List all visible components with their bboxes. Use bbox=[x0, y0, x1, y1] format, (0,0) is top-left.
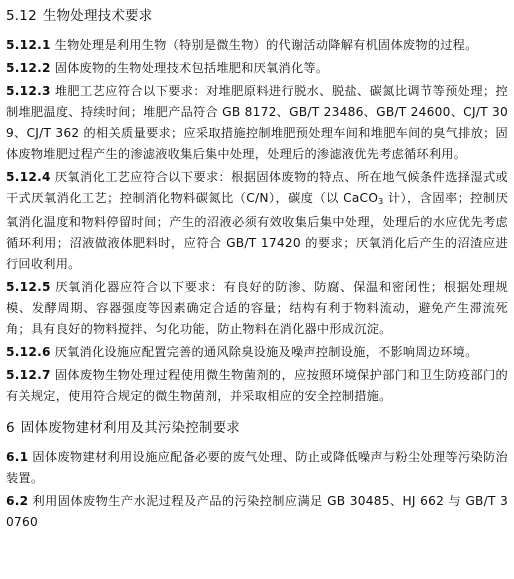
section-title: 生物处理技术要求 bbox=[42, 8, 153, 24]
clause-5-12-4: 5.12.4 厌氧消化工艺应符合以下要求：根据固体废物的特点、所在地气候条件选择湿式或干式厌氧消化工艺；控制消化物料碳氮比（C/N），碳度（以 CaCO$_3$ 计），含固率；控制厌氧消化温度和物料停留时间；产生的沼液必须有效收集后集中处理，处理后的水应优先考虑循环利用；沼液做液体肥料时，应符合 GB/T 17420 的要求；厌氧消化后产生的沼渣应进行回收利用。 bbox=[6, 170, 509, 271]
clause-5-12-6: 5.12.6 厌氧消化设施应配置完善的通风除臭设施及噪声控制设施，不影响周边环境。 bbox=[6, 345, 478, 359]
clause-5-12-3: 5.12.3 堆肥工艺应符合以下要求：对堆肥原料进行脱水、脱盐、碳氮比调节等预处理；控制堆肥温度、持续时间；堆肥产品符合 GB 8172、GB/T 23486、GB/T 24600、CJ/T 309、CJ/T 362 的相关质量要求；应采取措施控制堆肥预处理车间和堆肥车间的臭气排放；固体废物堆肥过程产生的渗滤液收集后集中处理，处理后的渗滤液优先考虑循环利用。 bbox=[6, 84, 508, 161]
clause-6-2: 6.2 利用固体废物生产水泥过程及产品的污染控制应满足 GB 30485、HJ 662 与 GB/T 30760 bbox=[6, 494, 508, 529]
clause-6-1: 6.1 固体废物建材利用设施应配备必要的废气处理、防止或降低噪声与粉尘处理等污染防治装置。 bbox=[6, 450, 508, 485]
section-heading-5-12 bbox=[6, 7, 508, 25]
clause-5-12-2: 5.12.2 固体废物的生物处理技术包括堆肥和厌氧消化等。 bbox=[6, 61, 329, 75]
clause-5-12-5: 5.12.5 厌氧消化器应符合以下要求：有良好的防渗、防腐、保温和密闭性；根据处理规模、发酵周期、容器强度等因素确定合适的容量；结构有利于物料流动，避免产生滞流死角；具有良好的物料搅拌、匀化功能，防止物料在消化器中形成沉淀。 bbox=[6, 280, 508, 336]
subscript-3: 3 bbox=[378, 197, 384, 206]
section-heading-6 bbox=[6, 419, 508, 437]
clause-5-12-1: 5.12.1 生物处理是利用生物（特别是微生物）的代谢活动降解有机固体废物的过程。 bbox=[6, 38, 478, 52]
section-title: 固体废物建材利用及其污染控制要求 bbox=[20, 420, 240, 436]
section-number: 5.12 bbox=[6, 8, 37, 24]
section-number: 6 bbox=[6, 420, 15, 436]
clause-5-12-7: 5.12.7 固体废物生物处理过程使用微生物菌剂的，应按照环境保护部门和卫生防疫部门的有关规定，使用符合规定的微生物菌剂，并采取相应的安全控制措施。 bbox=[6, 368, 508, 403]
